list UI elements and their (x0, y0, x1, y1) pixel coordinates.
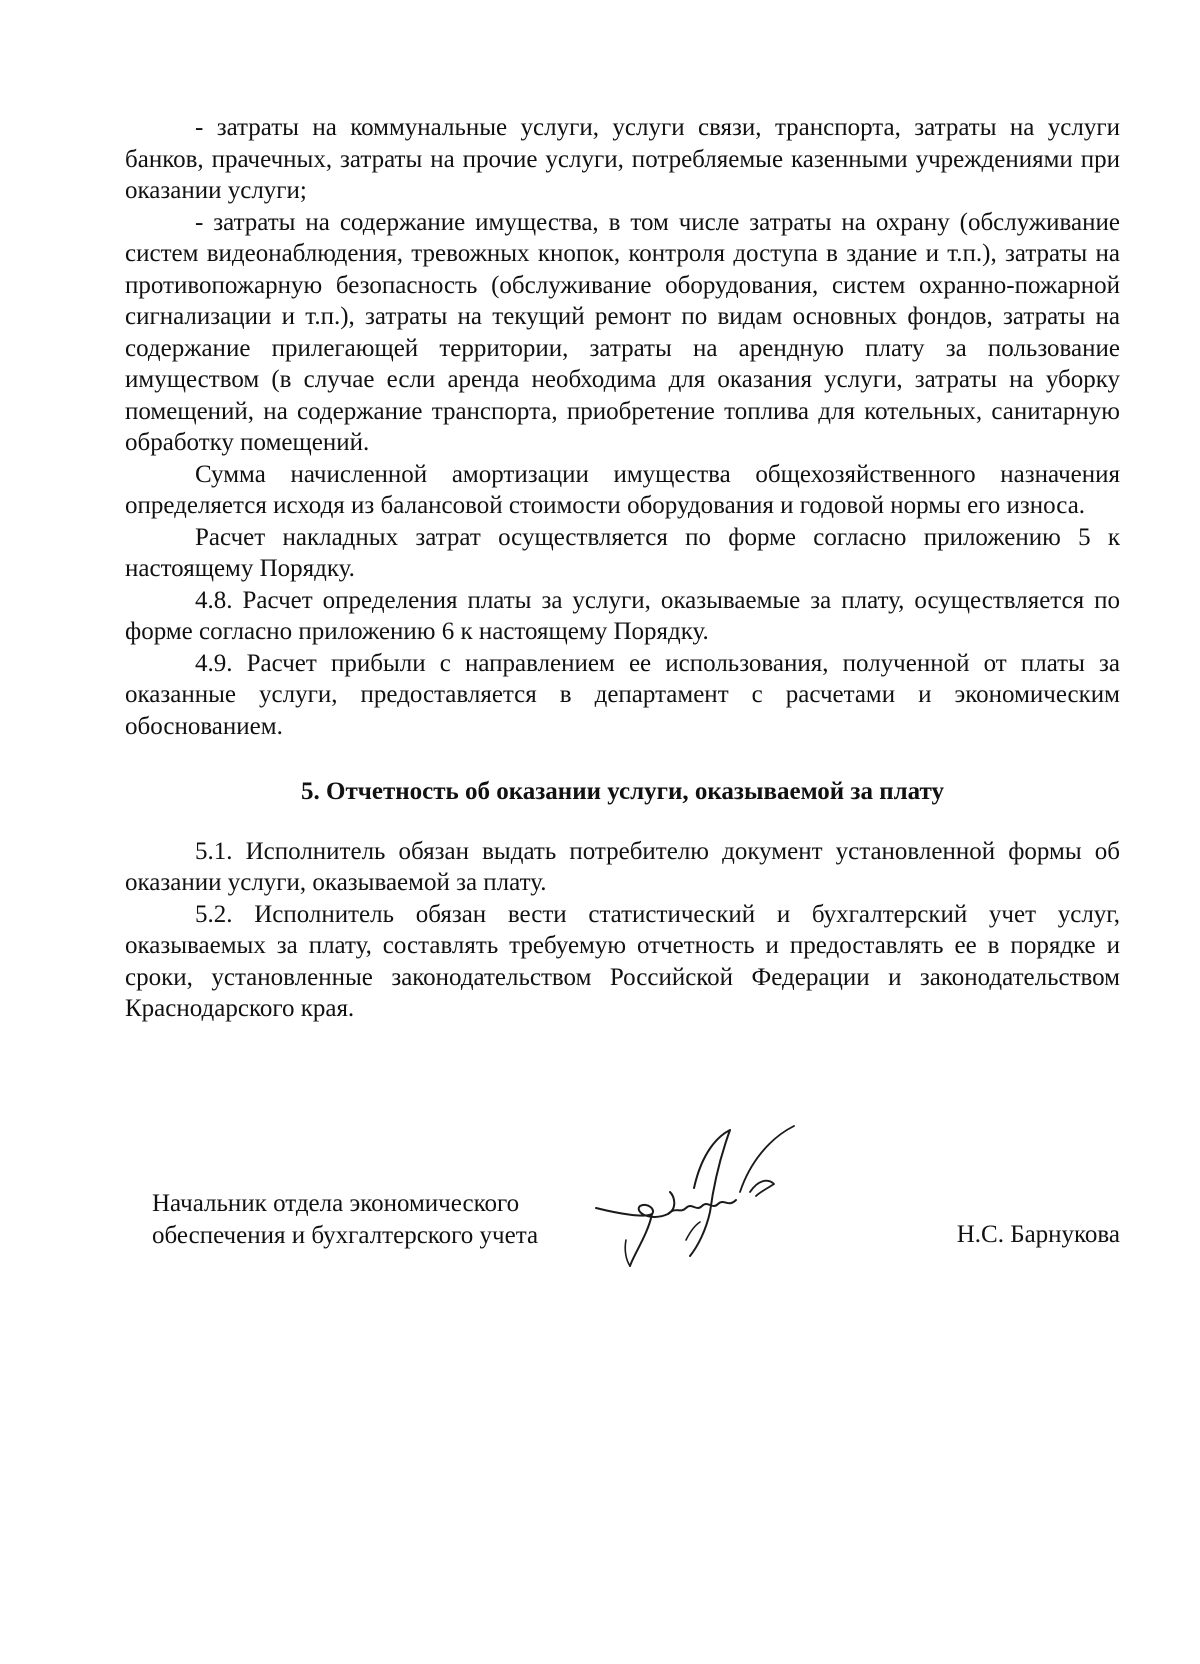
section-heading: 5. Отчетность об оказании услуги, оказываемой за плату (301, 778, 944, 805)
signatory-position-line-2: обеспечения и бухгалтерского учета (152, 1221, 539, 1249)
handwritten-signature (590, 1122, 820, 1272)
signature-stroke (750, 1181, 774, 1196)
signature-stroke (668, 1200, 736, 1214)
paragraph: - затраты на содержание имущества, в том числе затраты на охрану (обслуживание систем видеонаблюдения, тревожных кнопок, контроля доступа в здание и т.п.), затраты на противопожарную безопасность (обслуживание оборудования, систем охранно-пожарной сигнализации и т.п.), затраты на текущий ремонт по видам основных фондов, затраты на содержание прилегающей территории, затраты на арендную плату за пользование имуществом (в случае если аренда необходима для оказания услуги, затраты на уборку помещений, на содержание транспорта, приобретение топлива для котельных, санитарную обработку помещений. (125, 208, 1120, 456)
paragraph: - затраты на коммунальные услуги, услуги связи, транспорта, затраты на услуги банков, прачечных, затраты на прочие услуги, потребляемые казенными учреждениями при оказании услуги; (125, 114, 1120, 204)
signatory-position-line-1: Начальник отдела экономического (152, 1190, 520, 1217)
signature-stroke (596, 1192, 674, 1217)
signature-stroke (690, 1130, 730, 1256)
paragraph: 5.1. Исполнитель обязан выдать потребителю документ установленной формы об оказании услуги, оказываемой за плату. (125, 837, 1120, 896)
paragraph: 5.2. Исполнитель обязан вести статистический и бухгалтерский учет услуг, оказываемых за плату, составлять требуемую отчетность и предоставлять ее в порядке и сроки, установленные законодательством Российской Федерации и законодательством Краснодарского края. (125, 900, 1120, 1022)
document-body (125, 112, 1120, 1025)
signature-stroke (630, 1214, 652, 1266)
signatory-name: Н.С. Барнукова (956, 1221, 1120, 1248)
signature-stroke (686, 1222, 700, 1240)
signature-stroke (625, 1240, 630, 1266)
paragraph: Расчет накладных затрат осуществляется по форме согласно приложению 5 к настоящему Порядку. (125, 523, 1120, 582)
signature-block (152, 1188, 1120, 1348)
paragraph: 4.9. Расчет прибыли с направлением ее использования, полученной от платы за оказанные услуги, предоставляется в департамент с расчетами и экономическим обоснованием. (125, 649, 1120, 740)
paragraph: 4.8. Расчет определения платы за услуги, оказываемые за плату, осуществляется по форме согласно приложению 6 к настоящему Порядку. (125, 586, 1120, 645)
signature-stroke (740, 1126, 794, 1192)
paragraph: Сумма начисленной амортизации имущества общехозяйственного назначения определяется исходя из балансовой стоимости оборудования и годовой нормы его износа. (125, 460, 1120, 519)
signatory-position (152, 1188, 538, 1251)
